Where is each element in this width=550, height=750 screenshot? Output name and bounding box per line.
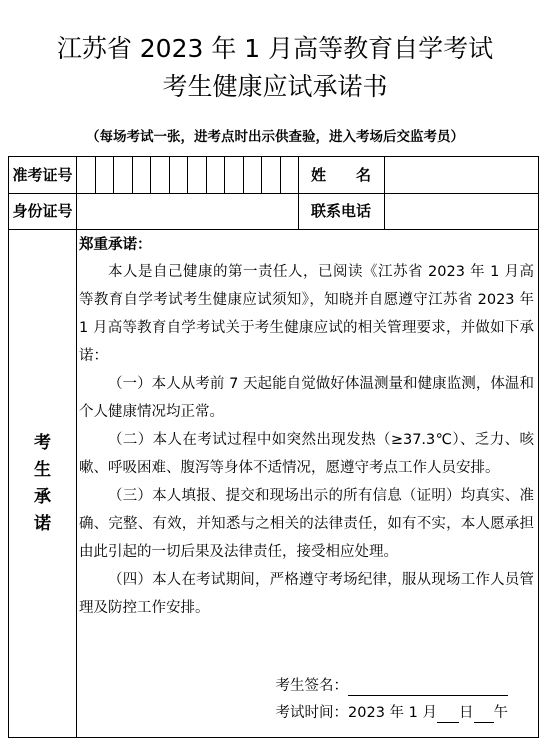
signature-label: 考生签名： xyxy=(275,678,348,694)
phone-label: 联系电话 xyxy=(310,202,371,220)
pledge-paragraph-2: （二）本人在考试过程中如突然出现发热（≥37.3℃）、乏力、咳嗽、呼吸困难、腹泻等身体不适情况，愿遵守考点工作人员安排。 xyxy=(79,432,534,476)
pledge-form xyxy=(8,156,539,738)
exam-time-line xyxy=(276,703,508,723)
exam-id-digit-box[interactable] xyxy=(133,157,151,193)
pledge-paragraph-4: （四）本人在考试期间，严格遵守考场纪律，服从现场工作人员管理及防控工作安排。 xyxy=(79,572,534,616)
document-title-line-2: 考生健康应试承诺书 xyxy=(162,72,388,101)
exam-id-digit-box[interactable] xyxy=(244,157,262,193)
exam-id-digit-box[interactable] xyxy=(281,157,299,193)
phone-field[interactable] xyxy=(385,194,538,229)
exam-half-label: 午 xyxy=(493,705,508,721)
exam-id-digit-box[interactable] xyxy=(225,157,243,193)
document-title-line-1: 江苏省 2023 年 1 月高等教育自学考试 xyxy=(56,34,494,63)
pledge-side-label-text: 考生承诺 xyxy=(34,432,51,534)
signature-line xyxy=(276,676,509,696)
pledge-paragraph-3: （三）本人填报、提交和现场出示的所有信息（证明）均真实、准确、完整、有效，并知悉与之相关的法律责任，如有不实，本人愿承担由此引起的一切后果及法律责任，接受相应处理。 xyxy=(79,488,534,560)
exam-id-digit-box[interactable] xyxy=(188,157,206,193)
pledge-paragraph-1: （一）本人从考前 7 天起能自觉做好体温测量和健康监测，体温和个人健康情况均正常。 xyxy=(79,376,534,420)
pledge-heading: 郑重承诺： xyxy=(79,237,152,253)
usage-note: （每场考试一张，进考点时出示供查验，进入考场后交监考员） xyxy=(86,129,464,145)
exam-day-label: 日 xyxy=(459,705,474,721)
pledge-paragraph-intro: 本人是自己健康的第一责任人，已阅读《江苏省 2023 年 1 月高等教育自学考试考生健康应试须知》，知晓并自愿遵守江苏省 2023 年 1 月高等教育自学考试关于考生健康应试的相关管理要求，并做如下承诺： xyxy=(79,264,534,364)
exam-id-digit-box[interactable] xyxy=(170,157,188,193)
exam-time-label: 考试时间： xyxy=(275,705,349,721)
signature-field[interactable] xyxy=(348,679,508,696)
name-field[interactable] xyxy=(385,157,538,193)
id-card-field[interactable] xyxy=(77,194,298,229)
exam-id-digit-box[interactable] xyxy=(114,157,132,193)
exam-day-field[interactable] xyxy=(437,706,459,723)
id-card-label: 身份证号 xyxy=(12,202,73,220)
exam-half-field[interactable] xyxy=(474,706,494,723)
pledge-side-label xyxy=(9,230,76,737)
exam-id-digit-box[interactable] xyxy=(96,157,114,193)
pledge-content xyxy=(79,230,534,737)
exam-id-digit-box[interactable] xyxy=(207,157,225,193)
label-column-divider xyxy=(76,157,77,737)
exam-id-digit-box[interactable] xyxy=(262,157,280,193)
exam-time-prefix: 2023 年 1 月 xyxy=(348,705,437,721)
exam-id-digit-box[interactable] xyxy=(151,157,169,193)
name-label: 姓 名 xyxy=(310,166,371,184)
exam-id-digit-box[interactable] xyxy=(77,157,95,193)
exam-id-label: 准考证号 xyxy=(12,166,73,184)
